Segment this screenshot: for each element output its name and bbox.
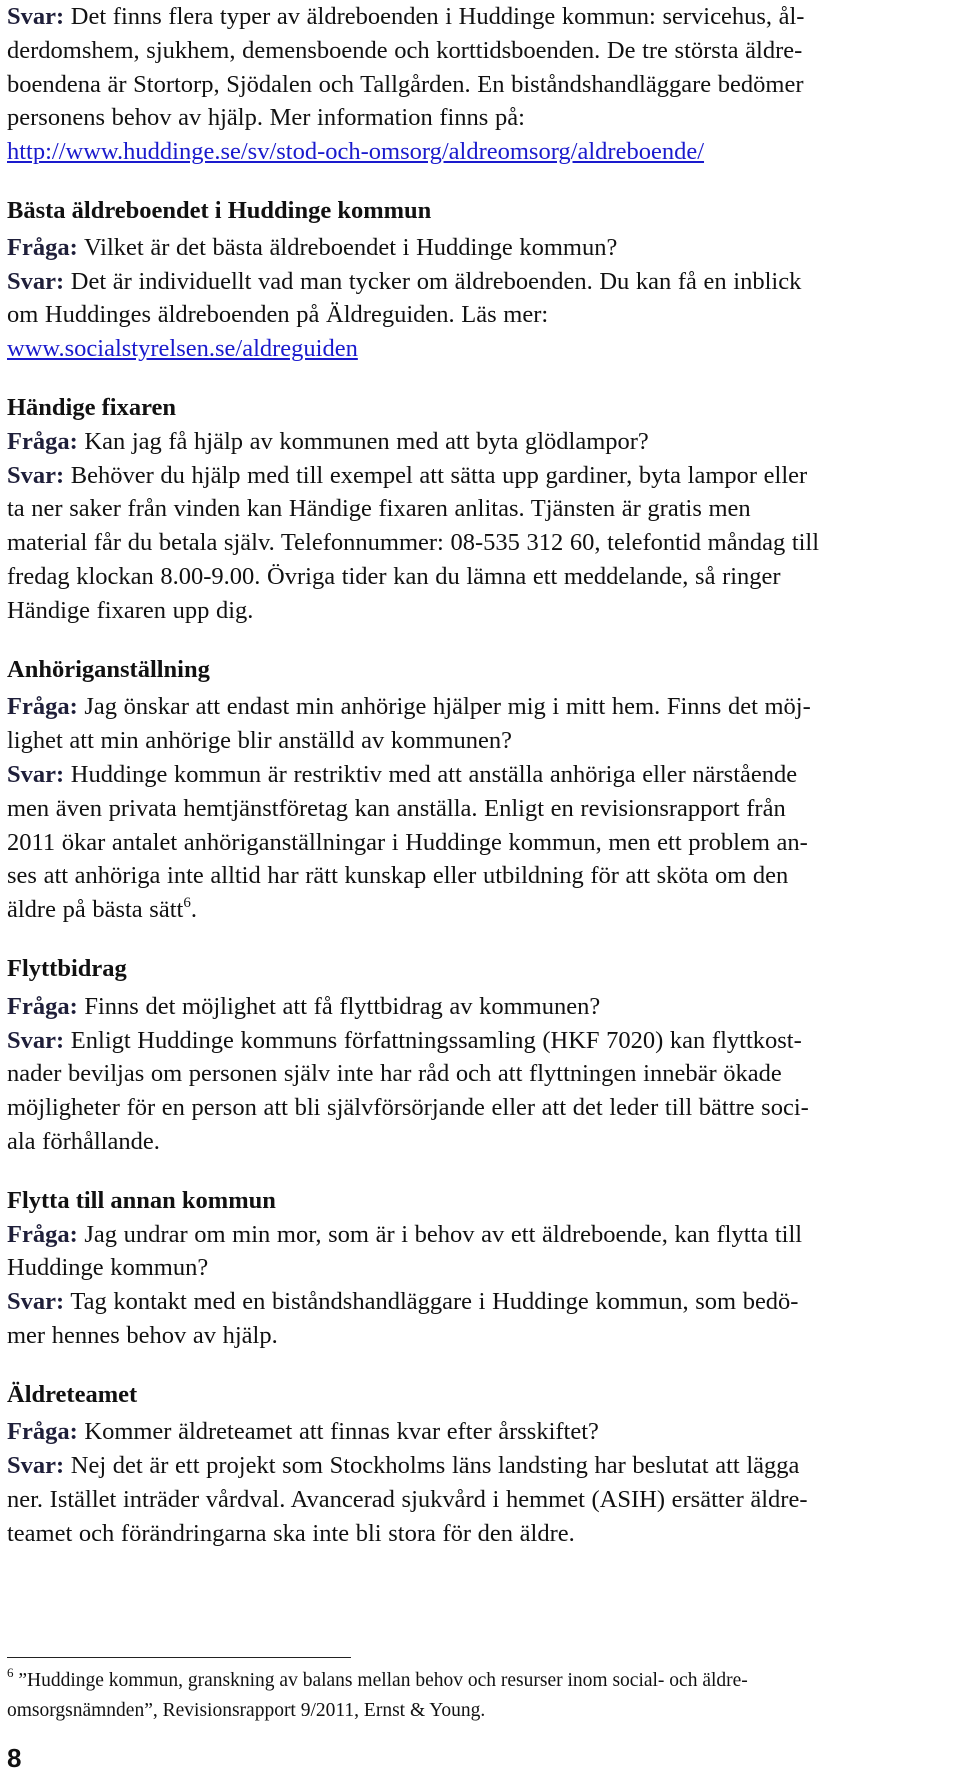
answer-label: Svar: (7, 760, 65, 788)
footnote-ref[interactable]: 6 (183, 895, 191, 912)
answer-label: Svar: (7, 267, 65, 295)
section-aldreteamet: Äldreteamet Fråga: Kommer äldreteamet att finnas kvar efter årsskiftet? Svar: Nej det är ett projekt som Stockholms läns landsting har beslutat att lägga ner. Istället inträder vårdval. Avancerad sjukvård i hemmet (ASIH) ersätter äldre- teamet och förändringarna ska inte bli stora för den äldre. (7, 1378, 953, 1551)
section-handige-fixaren: Händige fixaren Fråga: Kan jag få hjälp av kommunen med att byta glödlampor? Svar: Behöver du hjälp med till exempel att sätta upp gardiner, byta lampor eller ta ner saker från vinden kan Händige fixaren anlitas. Tjänsten är gratis men material får du betala själv. Telefonnummer: 08-535 312 60, telefontid måndag till fredag klockan 8.00-9.00. Övriga tider kan du lämna ett meddelande, så ringer Händige fixaren upp dig. (7, 391, 953, 628)
question-label: Fråga: (7, 1220, 78, 1248)
page-number: 8 (7, 1743, 22, 1773)
question-label: Fråga: (7, 992, 78, 1020)
intro-answer: Svar: Det finns flera typer av äldreboenden i Huddinge kommun: servicehus, ål- derdomshem, sjukhem, demensboende och korttidsboenden. De tre största äldre- boendena är Stortorp, Sjödalen och Tallgården. En biståndshandläggare bedömer personens behov av hjälp. Mer information finns på: http://www.huddinge.se/sv/stod-och-omsorg/aldreomsorg/aldreboende/ (7, 3, 805, 166)
section-heading: Händige fixaren (7, 393, 177, 421)
answer-label: Svar: (7, 461, 65, 489)
answer-label: Svar: (7, 1452, 65, 1480)
question-label: Fråga: (7, 233, 78, 261)
section-heading: Bästa äldreboendet i Huddinge kommun (7, 196, 432, 224)
answer-label: Svar: (7, 1026, 65, 1054)
question-label: Fråga: (7, 1418, 78, 1446)
section-basta-aldreboendet: Bästa äldreboendet i Huddinge kommun Fråga: Vilket är det bästa äldreboendet i Huddinge kommun? Svar: Det är individuellt vad man tycker om äldreboenden. Du kan få en inblick om Huddinges äldreboenden på Äldreguiden. Läs mer: www.socialstyrelsen.se/aldreguiden (7, 194, 953, 366)
section-flytta-till-annan-kommun: Flytta till annan kommun Fråga: Jag undrar om min mor, som är i behov av ett äldreboende, kan flytta till Huddinge kommun? Svar: Tag kontakt med en biståndshandläggare i Huddinge kommun, som bedö- mer hennes behov av hjälp. (7, 1184, 953, 1353)
socialstyrelsen-link[interactable]: www.socialstyrelsen.se/aldreguiden (7, 335, 358, 363)
answer-label: Svar: (7, 1288, 65, 1316)
section-heading: Flytta till annan kommun (7, 1186, 276, 1214)
section-heading: Äldreteamet (7, 1380, 138, 1408)
section-heading: Flyttbidrag (7, 954, 127, 982)
section-flyttbidrag: Flyttbidrag Fråga: Finns det möjlighet att få flyttbidrag av kommunen? Svar: Enligt Huddinge kommuns författningssamling (HKF 7020) kan flyttkost- nader beviljas om personen själv inte har råd och att flyttningen innebär ökade möjligheter för en person att bli självförsörjande eller att det leder till bättre soci- ala förhållande. (7, 952, 953, 1159)
section-heading: Anhöriganställning (7, 655, 210, 683)
question-label: Fråga: (7, 427, 78, 455)
footnote-divider (7, 1657, 351, 1658)
answer-label: Svar: (7, 3, 65, 30)
section-anhoriganstallning: Anhöriganställning Fråga: Jag önskar att endast min anhörige hjälper mig i mitt hem. Finns det möj- lighet att min anhörige blir anställd av kommunen? Svar: Huddinge kommun är restriktiv med att anställa anhöriga eller närstående men även privata hemtjänstföretag kan anställa. Enligt en revisionsrapport från 2011 ökar antalet anhöriganställningar i Huddinge kommun, men ett problem an- ses att anhöriga inte alltid har rätt kunskap eller utbildning för att sköta om den äldre på bästa sätt$^6$. (7, 653, 953, 927)
question-label: Fråga: (7, 693, 78, 721)
footnote-number: 6 (7, 1665, 14, 1680)
huddinge-link[interactable]: http://www.huddinge.se/sv/stod-och-omsorg/aldreomsorg/aldreboende/ (7, 138, 705, 166)
footnote: $^6$ ”Huddinge kommun, granskning av balans mellan behov och resurser inom social- och äldre- omsorgsnämnden”, Revisionsrapport 9/2011, Ernst & Young. (7, 1665, 748, 1721)
document-page (7, 0, 953, 1551)
